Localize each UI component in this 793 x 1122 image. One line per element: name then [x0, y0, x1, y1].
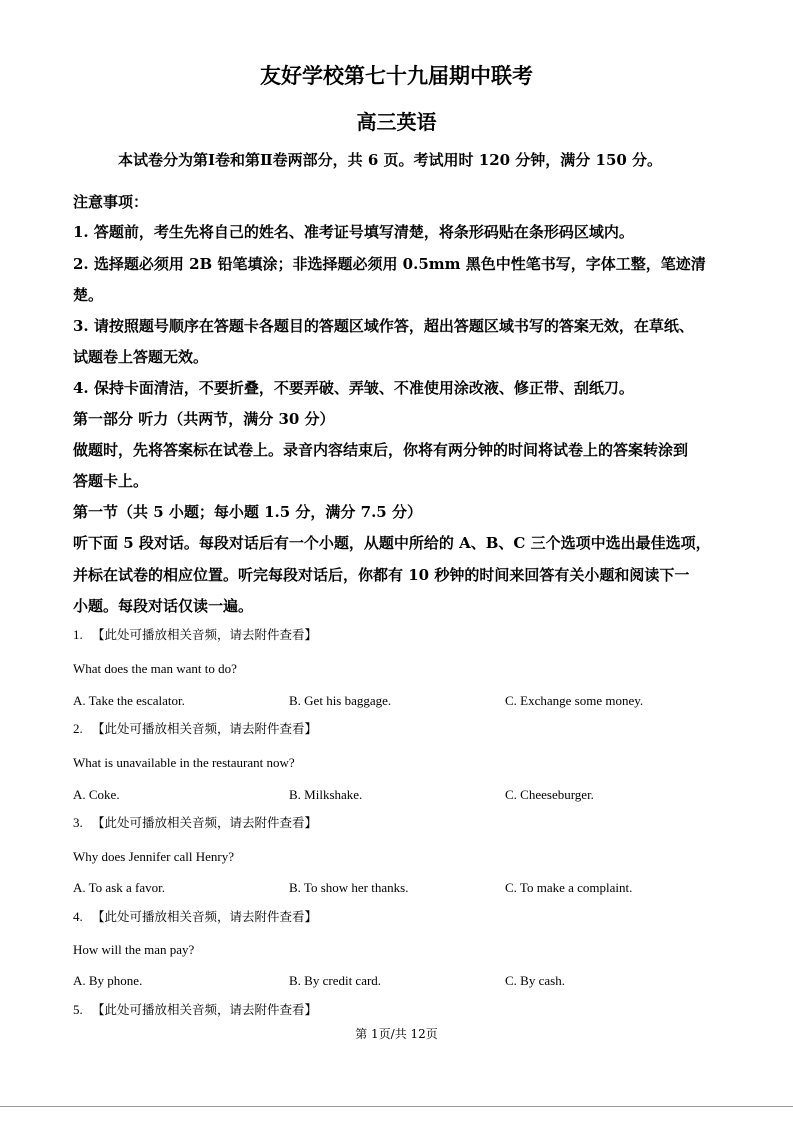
note-item-2-line1: 2. 选择题必须用 2B 铅笔填涂；非选择题必须用 0.5mm 黑色中性笔书写，字体工整，笔迹清 — [73, 255, 706, 273]
question-1-option-a: A. Take the escalator. — [73, 693, 185, 708]
question-1-text: What does the man want to do? — [73, 661, 237, 676]
question-1-audio-placeholder[interactable]: 【此处可播放相关音频，请去附件查看】 — [92, 627, 318, 642]
question-3-option-c: C. To make a complaint. — [505, 880, 633, 895]
question-2-number: 2. — [73, 721, 83, 736]
question-2-option-a: A. Coke. — [73, 787, 120, 802]
note-item-1: 1. 答题前，考生先将自己的姓名、准考证号填写清楚，将条形码贴在条形码区域内。 — [73, 223, 634, 241]
exam-intro: 本试卷分为第Ⅰ卷和第Ⅱ卷两部分，共 6 页。考试用时 120 分钟，满分 150 分。 — [118, 151, 663, 169]
question-1-number: 1. — [73, 627, 83, 642]
question-4-option-a: A. By phone. — [73, 973, 143, 988]
question-4-option-c: C. By cash. — [505, 973, 565, 988]
part1-instruction-line1: 做题时，先将答案标在试卷上。录音内容结束后，你将有两分钟的时间将试卷上的答案转涂到 — [73, 441, 689, 459]
question-1-option-b: B. Get his baggage. — [289, 693, 392, 708]
exam-title: 友好学校第七十九届期中联考 — [260, 63, 533, 88]
question-3-audio-placeholder[interactable]: 【此处可播放相关音频，请去附件查看】 — [92, 815, 318, 830]
question-4-audio-placeholder[interactable]: 【此处可播放相关音频，请去附件查看】 — [92, 909, 318, 924]
notes-heading: 注意事项： — [73, 193, 149, 211]
question-5-audio-placeholder[interactable]: 【此处可播放相关音频，请去附件查看】 — [92, 1002, 318, 1017]
question-3-option-b: B. To show her thanks. — [289, 880, 409, 895]
question-4-option-b: B. By credit card. — [289, 973, 382, 988]
section1-instruction-line3: 小题。每段对话仅读一遍。 — [73, 597, 254, 615]
section1-instruction-line2: 并标在试卷的相应位置。听完每段对话后，你都有 10 秒钟的时间来回答有关小题和阅读下一 — [73, 566, 690, 584]
section1-heading: 第一节（共 5 小题；每小题 1.5 分，满分 7.5 分） — [73, 503, 422, 521]
note-item-3-line1: 3. 请按照题号顺序在答题卡各题目的答题区域作答，超出答题区域书写的答案无效，在草纸、 — [73, 317, 694, 335]
note-item-2-line2: 楚。 — [73, 286, 104, 304]
page-bottom-divider — [0, 1106, 793, 1107]
question-4-text: How will the man pay? — [73, 942, 195, 957]
question-5-number: 5. — [73, 1002, 83, 1017]
question-3-number: 3. — [73, 815, 83, 830]
exam-subtitle: 高三英语 — [356, 110, 437, 134]
note-item-3-line2: 试题卷上答题无效。 — [73, 348, 209, 366]
question-4-number: 4. — [73, 909, 83, 924]
question-2-audio-placeholder[interactable]: 【此处可播放相关音频，请去附件查看】 — [92, 721, 318, 736]
question-2-option-b: B. Milkshake. — [289, 787, 363, 802]
question-2-option-c: C. Cheeseburger. — [505, 787, 594, 802]
part1-heading: 第一部分 听力（共两节，满分 30 分） — [73, 410, 335, 428]
section1-instruction-line1: 听下面 5 段对话。每段对话后有一个小题，从题中所给的 A、B、C 三个选项中选出最佳选项， — [73, 534, 711, 552]
question-1-option-c: C. Exchange some money. — [505, 693, 644, 708]
question-2-text: What is unavailable in the restaurant now? — [73, 755, 295, 770]
page-number: 第 1页/共 12页 — [355, 1027, 438, 1041]
part1-instruction-line2: 答题卡上。 — [73, 472, 149, 490]
question-3-option-a: A. To ask a favor. — [73, 880, 165, 895]
question-3-text: Why does Jennifer call Henry? — [73, 849, 234, 864]
note-item-4: 4. 保持卡面清洁，不要折叠，不要弄破、弄皱、不准使用涂改液、修正带、刮纸刀。 — [73, 379, 634, 397]
